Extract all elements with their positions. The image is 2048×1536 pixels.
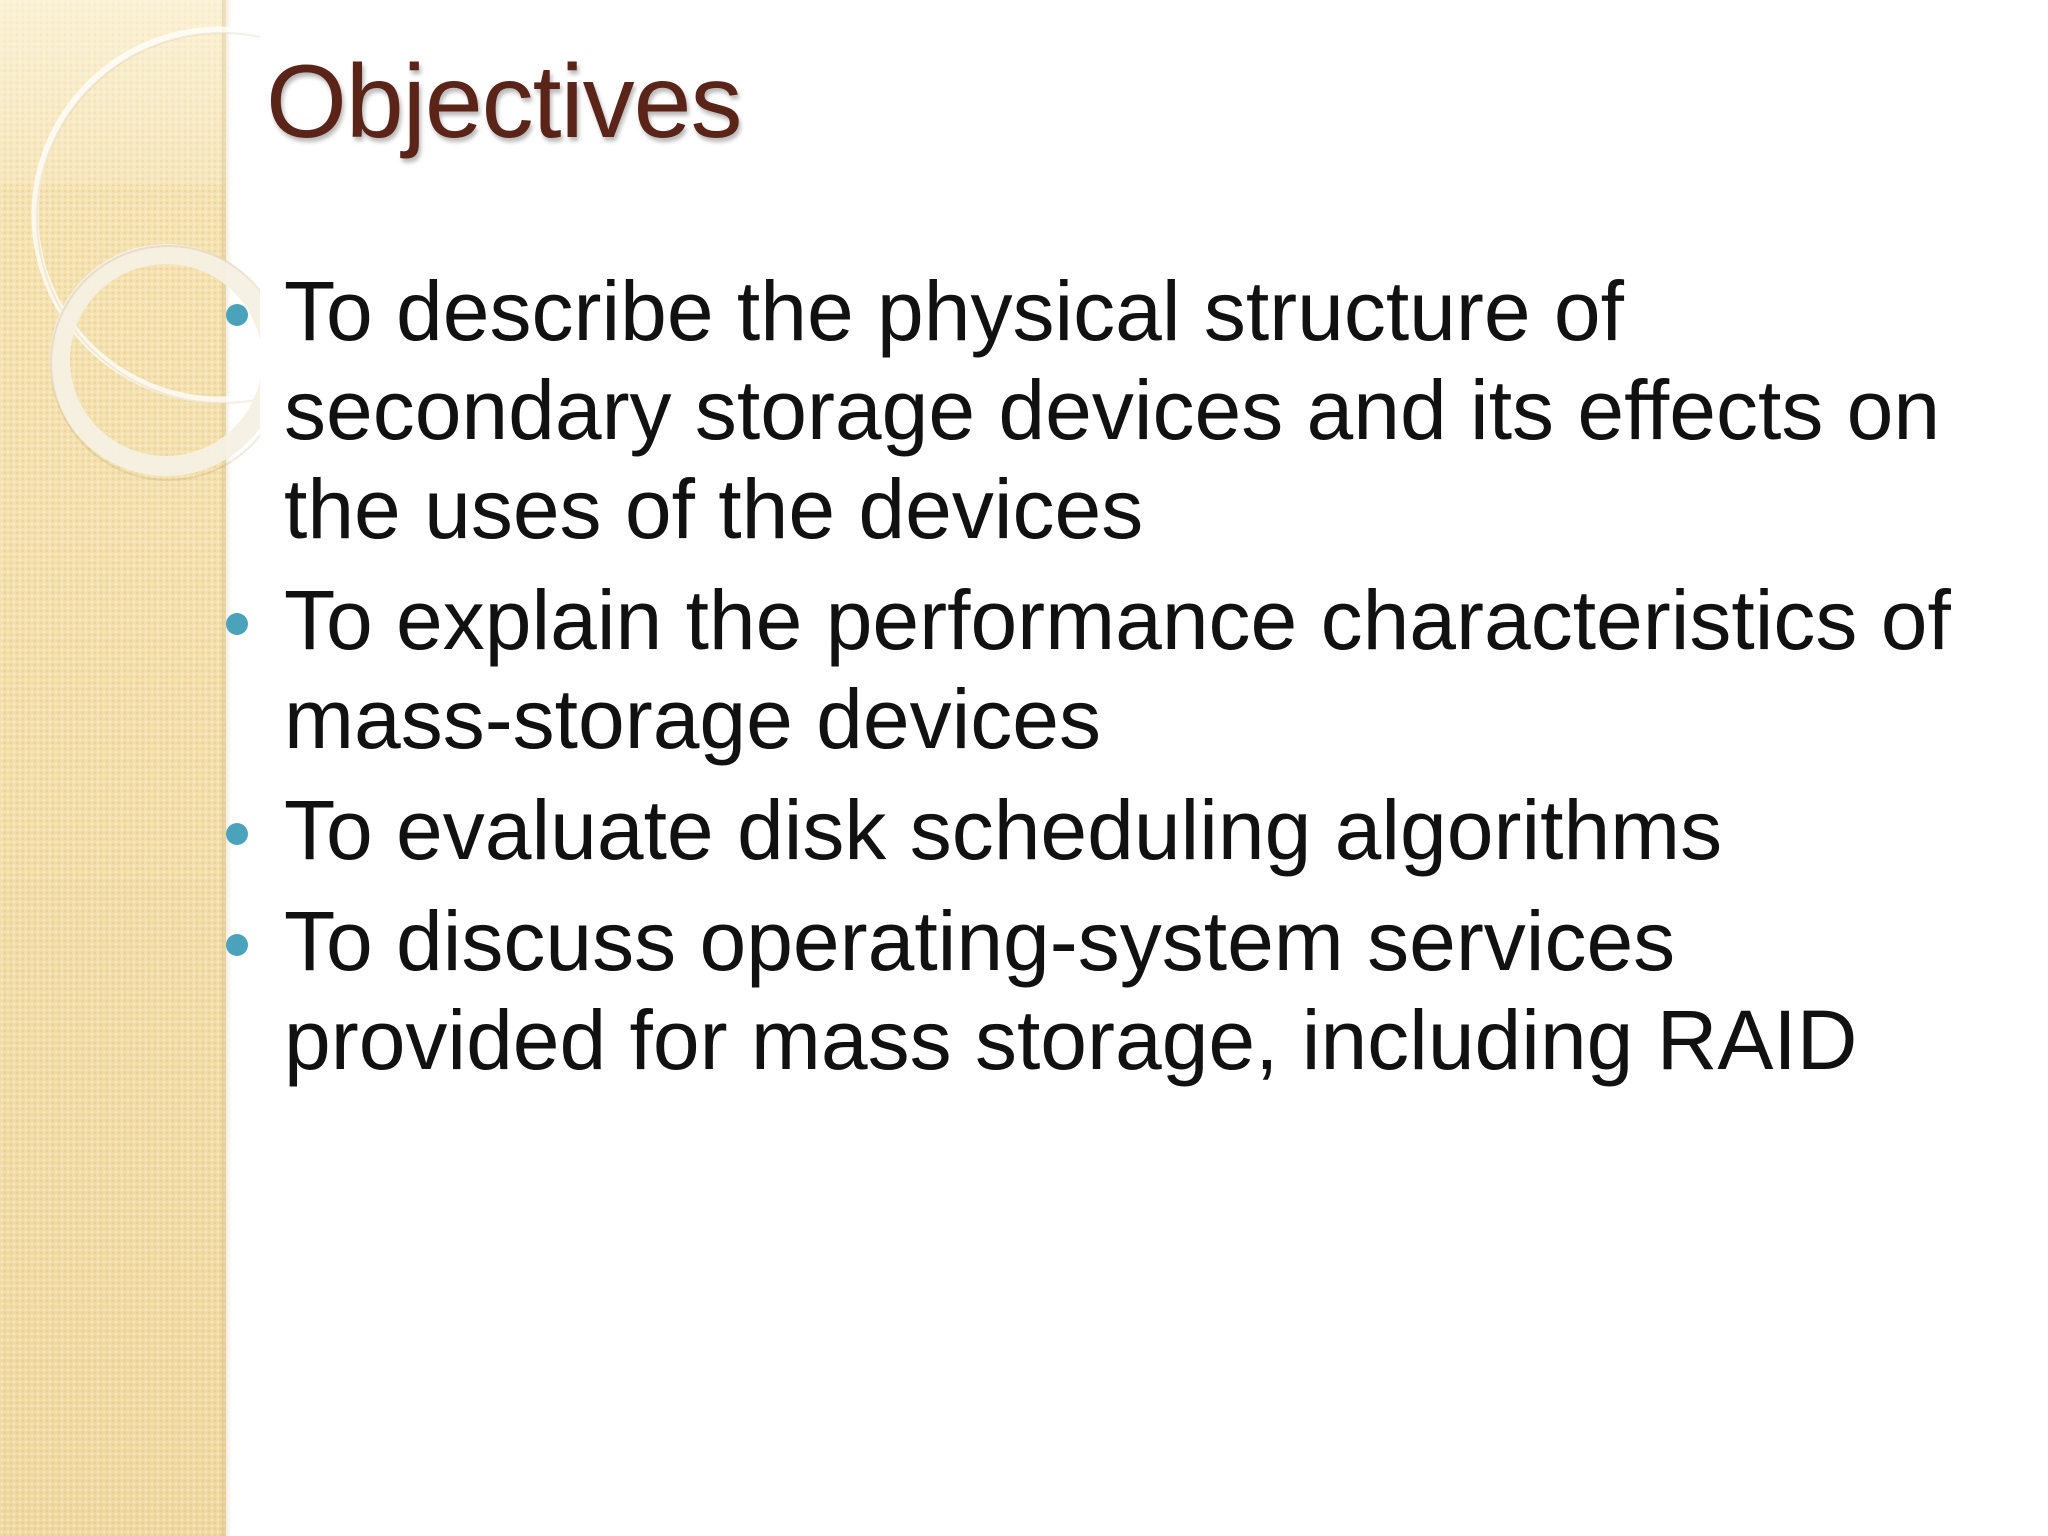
bullet-dot-icon xyxy=(226,823,248,845)
objectives-list xyxy=(226,262,2006,1102)
bullet-text: To discuss operating-system services provided for mass storage, including RAID xyxy=(284,894,1858,1087)
bullet-text: To explain the performance characteristics of mass-storage devices xyxy=(284,573,1951,766)
slide-title: Objectives xyxy=(266,44,742,160)
decorative-side-band xyxy=(0,0,226,1536)
list-item xyxy=(226,781,2006,880)
bullet-dot-icon xyxy=(226,613,248,635)
list-item xyxy=(226,892,2006,1090)
bullet-dot-icon xyxy=(226,934,248,956)
bullet-dot-icon xyxy=(226,304,248,326)
bullet-text: To evaluate disk scheduling algorithms xyxy=(284,783,1723,877)
list-item xyxy=(226,262,2006,559)
side-band-highlight xyxy=(0,0,226,185)
bullet-text: To describe the physical structure of secondary storage devices and its effects on the uses of the devices xyxy=(284,264,1941,556)
list-item xyxy=(226,571,2006,769)
